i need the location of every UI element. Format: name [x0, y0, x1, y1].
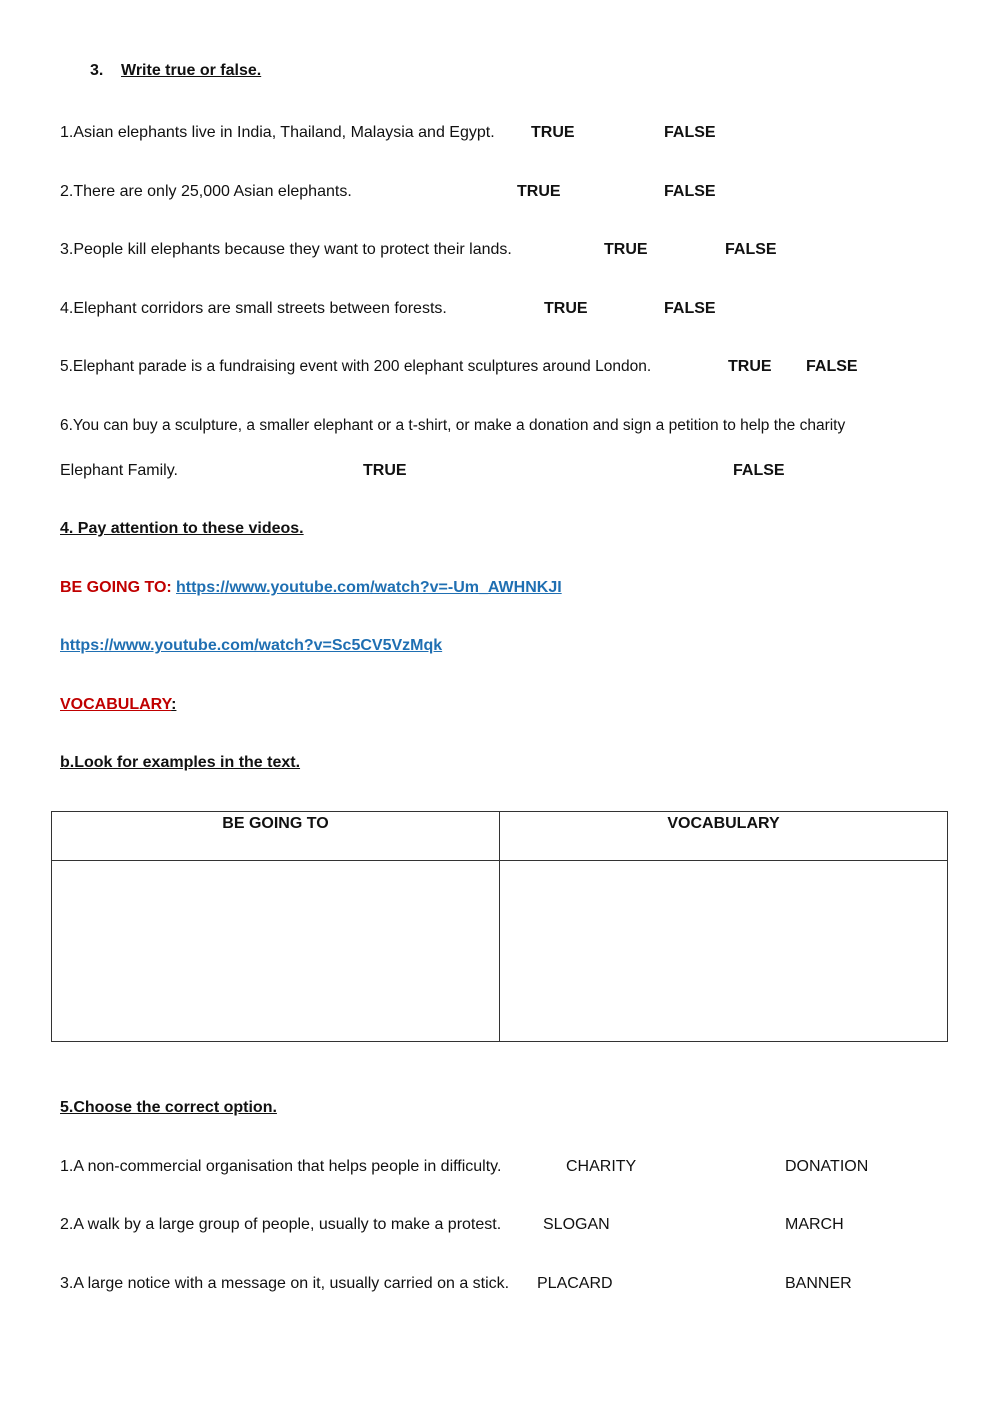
table-row: [52, 861, 948, 1042]
true-option[interactable]: TRUE: [531, 124, 575, 141]
section-3-number: 3.: [90, 62, 104, 79]
option-a[interactable]: PLACARD: [537, 1275, 613, 1292]
statement-text: 2.There are only 25,000 Asian elephants.: [60, 183, 352, 200]
false-option[interactable]: FALSE: [806, 358, 858, 375]
vocabulary-label: VOCABULARY: [60, 696, 172, 713]
true-option[interactable]: TRUE: [604, 241, 648, 258]
true-option[interactable]: TRUE: [544, 300, 588, 317]
vocabulary-cell[interactable]: [500, 861, 948, 1042]
true-option[interactable]: TRUE: [728, 358, 772, 375]
statement-text: 3.People kill elephants because they want to protect their lands.: [60, 241, 512, 258]
definition-text: 3.A large notice with a message on it, usually carried on a stick.: [60, 1275, 510, 1292]
video-link-2[interactable]: https://www.youtube.com/watch?v=Sc5CV5VzMqk: [60, 637, 443, 654]
statement-text-continued: Elephant Family.: [60, 462, 178, 479]
be-going-to-cell[interactable]: [52, 861, 500, 1042]
vocabulary-heading: [60, 695, 176, 715]
column-header-vocabulary: VOCABULARY: [500, 812, 948, 861]
option-b[interactable]: MARCH: [785, 1216, 844, 1233]
option-b[interactable]: BANNER: [785, 1275, 852, 1292]
definition-text: 2.A walk by a large group of people, usually to make a protest.: [60, 1216, 502, 1233]
option-a[interactable]: CHARITY: [566, 1158, 637, 1175]
video-link-1[interactable]: https://www.youtube.com/watch?v=-Um_AWHNKJI: [176, 579, 562, 596]
statement-text: 4.Elephant corridors are small streets between forests.: [60, 300, 447, 317]
false-option[interactable]: FALSE: [664, 300, 716, 317]
table-header-row: [52, 812, 948, 861]
column-header-be-going-to: BE GOING TO: [52, 812, 500, 861]
false-option[interactable]: FALSE: [664, 183, 716, 200]
examples-table: [51, 811, 948, 1042]
option-a[interactable]: SLOGAN: [543, 1216, 610, 1233]
subtitle-b: b.Look for examples in the text.: [60, 754, 301, 771]
option-b[interactable]: DONATION: [785, 1158, 869, 1175]
vocabulary-colon: :: [171, 696, 177, 713]
section-4-title: 4. Pay attention to these videos.: [60, 520, 304, 537]
be-going-to-label: BE GOING TO:: [60, 579, 172, 596]
statement-text: 5.Elephant parade is a fundraising event with 200 elephant sculptures around London.: [60, 358, 652, 375]
definition-text: 1.A non-commercial organisation that helps people in difficulty.: [60, 1158, 502, 1175]
section-5-title: 5.Choose the correct option.: [60, 1099, 277, 1116]
statement-text: 1.Asian elephants live in India, Thailand, Malaysia and Egypt.: [60, 124, 495, 141]
false-option[interactable]: FALSE: [725, 241, 777, 258]
false-option[interactable]: FALSE: [664, 124, 716, 141]
statement-text: 6.You can buy a sculpture, a smaller elephant or a t-shirt, or make a donation and sign a petition to help the charity: [60, 417, 846, 434]
true-option[interactable]: TRUE: [517, 183, 561, 200]
false-option[interactable]: FALSE: [733, 462, 785, 479]
true-option[interactable]: TRUE: [363, 462, 407, 479]
section-3-title: Write true or false.: [121, 62, 262, 79]
